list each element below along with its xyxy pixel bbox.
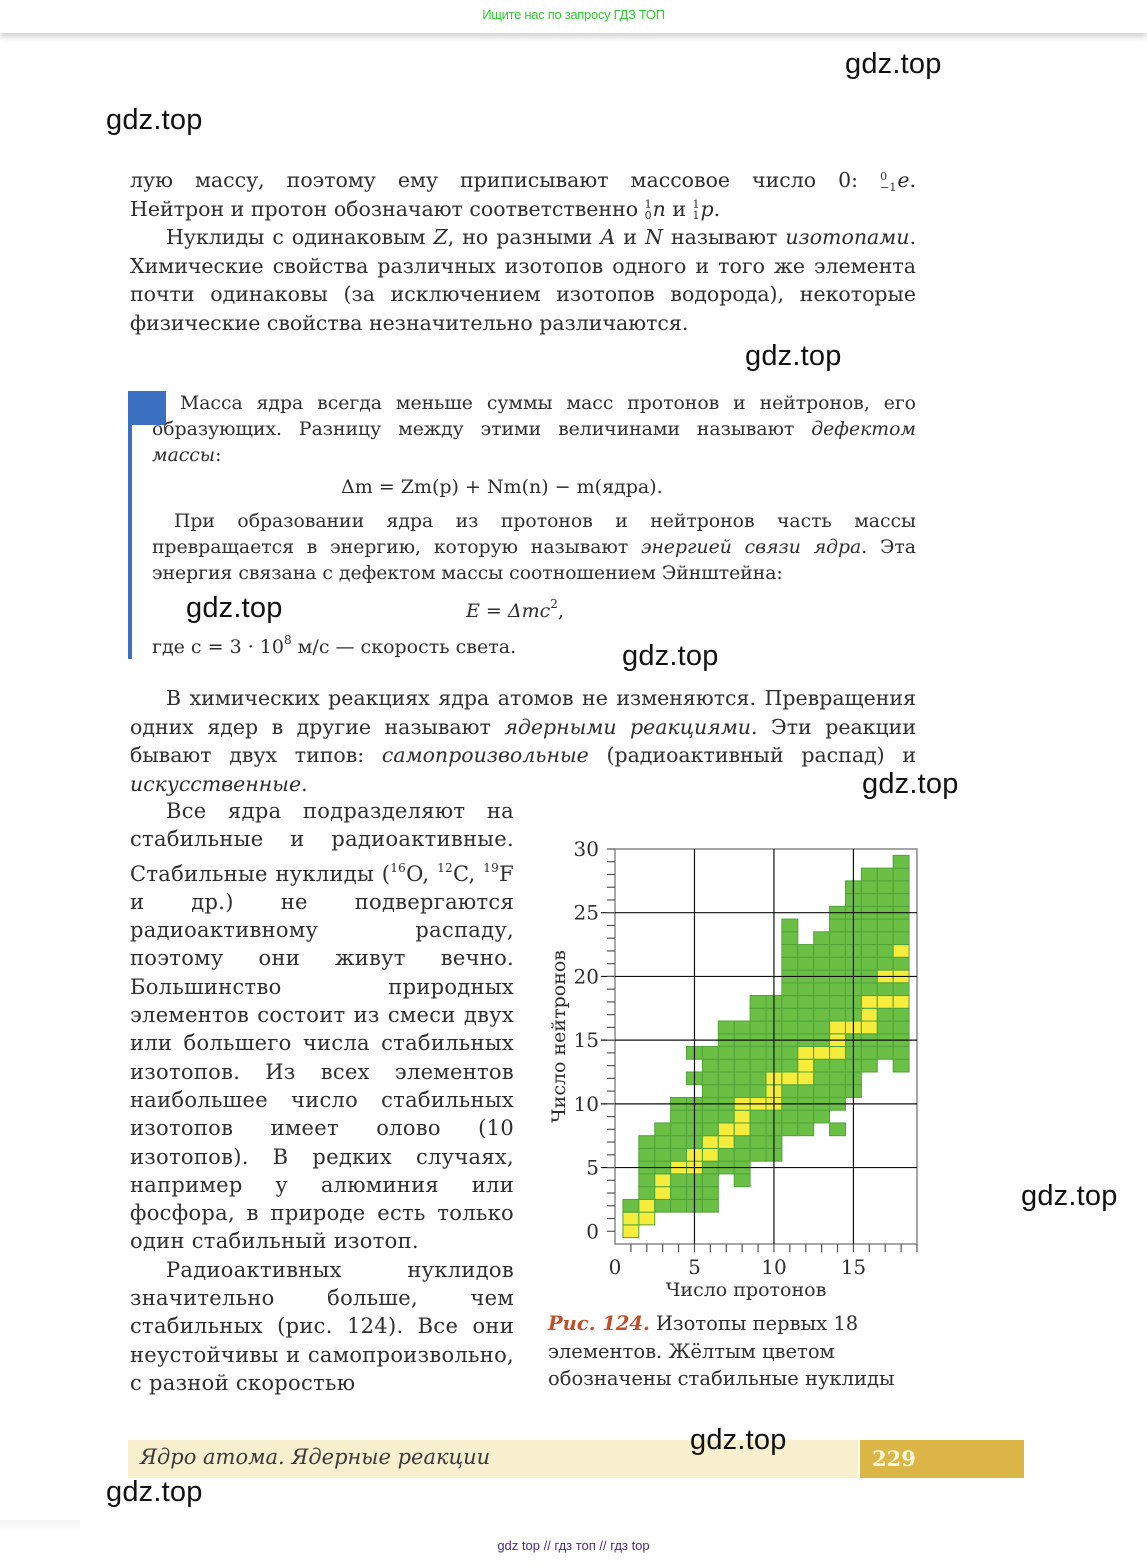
radioactive-nuclide-cell (782, 1123, 798, 1136)
y-tick-label: 5 (586, 1155, 599, 1180)
term-spontaneous: самопроизвольные (381, 743, 589, 768)
radioactive-nuclide-cell (798, 945, 814, 958)
stable-nuclide-cell (782, 1072, 798, 1085)
radioactive-nuclide-cell (861, 1059, 877, 1072)
radioactive-nuclide-cell (893, 1021, 909, 1034)
radioactive-nuclide-cell (782, 919, 798, 932)
radioactive-nuclide-cell (718, 1072, 734, 1085)
einstein-formula: E = Δmc$^2$, (466, 597, 564, 622)
radioactive-nuclide-cell (893, 894, 909, 907)
radioactive-nuclide-cell (814, 1059, 830, 1072)
page-number: 229 (872, 1446, 916, 1471)
binding-energy-paragraph: При образовании ядра из протонов и нейтронов часть массы превращается в энергию, которую называют энергией связи ядра. Эта энергия связана с дефектом массы соотношением Эйнштейна: (152, 511, 916, 584)
watermark: gdz.top (862, 768, 959, 800)
radioactive-nuclide-cell (782, 932, 798, 945)
radioactive-nuclide-cell (798, 1021, 814, 1034)
isotope-chart (545, 835, 925, 1305)
stable-nuclides-paragraph: Все ядра подразделяют на стабильные и радиоактивные. Стабильные нуклиды ($^{16}$O, $^{12}$C, $^{19}$F и др.) не подвергаются радиоактивному распаду, поэтому они живут вечно. Большинство природных элементов состоит из смеси двух или большего числа стабильных изотопов. Из всех элементов наибольшее число стабильных изотопов имеет олово (10 изотопов). В редких случаях, например у алюминия или фосфора, в природе есть только один стабильный изотоп. (130, 799, 514, 1254)
y-tick-label: 10 (573, 1091, 599, 1116)
term-nuclear-reactions: ядерными реакциями (504, 714, 752, 739)
radioactive-nuclide-cell (861, 932, 877, 945)
intro-text: лую массу, поэтому ему приписывают массовое число 0: 0 −1 e. Нейтрон и протон обозначают соответственно 1 0 n и 1 1 p. Нуклиды с одинаковым Z, но разными A и N называют изотопами. Химические свойства различных изотопов одного и того же элемента почти одинаковы (за исключением изотопов водорода), некоторые физические свойства незначительно различаются. (130, 166, 916, 338)
watermark: gdz.top (690, 1424, 787, 1456)
stable-nuclide-cell (655, 1187, 671, 1200)
radioactive-nuclide-cell (750, 1085, 766, 1098)
radioactive-nuclide-cell (893, 957, 909, 970)
radioactive-nuclide-cell (750, 1136, 766, 1149)
radioactive-nuclide-cell (750, 1008, 766, 1021)
stable-nuclide-cell (861, 1008, 877, 1021)
radioactive-nuclide-cell (734, 1136, 750, 1149)
radioactive-nuclide-cell (877, 945, 893, 958)
radioactive-nuclide-cell (893, 919, 909, 932)
top-promo-bar (0, 0, 1147, 33)
watermark: gdz.top (1021, 1180, 1118, 1212)
radioactive-nuclide-cell (877, 919, 893, 932)
radioactive-nuclide-cell (877, 1021, 893, 1034)
x-tick-label: 0 (608, 1255, 622, 1279)
radioactive-nuclide-cell (702, 1174, 718, 1187)
stability-column (130, 797, 514, 1397)
radioactive-nuclide-cell (734, 1021, 750, 1034)
radioactive-nuclide-cell (861, 881, 877, 894)
stable-nuclide-cell (877, 996, 893, 1009)
radioactive-nuclide-cell (782, 945, 798, 958)
radioactive-nuclide-cell (750, 1047, 766, 1060)
radioactive-nuclide-cell (830, 1123, 846, 1136)
radioactive-nuclide-cell (702, 1072, 718, 1085)
mass-defect-formula: Δm = Zm(p) + Nm(n) − m(ядра). (341, 476, 663, 498)
reactions-paragraph: В химических реакциях ядра атомов не изменяются. Превращения одних ядер в другие называют ядерными реакциями. Эти реакции бывают двух типов: самопроизвольные (радиоактивный распад) и искусственные. (130, 686, 916, 796)
neutron-notation: 1 0 (644, 198, 652, 223)
y-tick-label: 20 (573, 964, 599, 989)
radioactive-nuclide-cell (877, 957, 893, 970)
radioactive-nuclide-cell (750, 1059, 766, 1072)
stable-nuclide-cell (702, 1148, 718, 1161)
stable-nuclide-cell (830, 1021, 846, 1034)
radioactive-nuclide-cell (830, 996, 846, 1009)
radioactive-nuclide-cell (798, 996, 814, 1009)
radioactive-nuclide-cell (718, 1047, 734, 1060)
x-axis-label: Число протонов (665, 1279, 827, 1301)
radioactive-nuclide-cell (893, 868, 909, 881)
radioactive-nuclide-cell (877, 932, 893, 945)
radioactive-nuclide-cell (702, 1123, 718, 1136)
y-tick-label: 25 (573, 900, 599, 925)
radioactive-nuclide-cell (702, 1047, 718, 1060)
y-tick-label: 15 (573, 1028, 599, 1053)
stable-nuclide-cell (861, 996, 877, 1009)
stable-nuclide-cell (798, 1047, 814, 1060)
watermark: gdz.top (106, 1476, 203, 1508)
radioactive-nuclide-cell (861, 1047, 877, 1060)
radioactive-nuclide-cell (734, 1148, 750, 1161)
radioactive-nuclide-cell (798, 1008, 814, 1021)
radioactive-nuclide-cell (734, 1085, 750, 1098)
radioactive-nuclide-cell (750, 1123, 766, 1136)
y-tick-label: 0 (586, 1219, 599, 1244)
stable-nuclide-cell (718, 1123, 734, 1136)
radioactive-nuclide-cell (830, 1008, 846, 1021)
radioactive-nuclide-cell (782, 1008, 798, 1021)
watermark: gdz.top (186, 592, 283, 624)
radioactive-nuclide-cell (671, 1199, 687, 1212)
radioactive-nuclide-cell (718, 1059, 734, 1072)
radioactive-nuclide-cell (750, 1072, 766, 1085)
proton-notation: 1 1 (692, 198, 700, 223)
radioactive-nuclide-cell (893, 1047, 909, 1060)
radioactive-nuclide-cell (861, 894, 877, 907)
radioactive-nuclide-cell (734, 1174, 750, 1187)
radioactive-nuclide-cell (734, 1072, 750, 1085)
radioactive-nuclide-cell (877, 868, 893, 881)
radioactive-nuclide-cell (782, 1021, 798, 1034)
radioactive-nuclide-cell (639, 1187, 655, 1200)
radioactive-nuclide-cell (623, 1199, 639, 1212)
radioactive-nuclide-cell (830, 983, 846, 996)
radioactive-nuclide-cell (750, 996, 766, 1009)
radioactive-nuclide-cell (671, 1148, 687, 1161)
radioactive-nuclide-cell (750, 1021, 766, 1034)
radioactive-nuclide-cell (655, 1148, 671, 1161)
x-tick-label: 10 (761, 1255, 787, 1279)
radioactive-nuclide-cell (893, 983, 909, 996)
radioactive-nuclide-cell (782, 957, 798, 970)
radioactive-nuclide-cell (893, 881, 909, 894)
x-tick-label: 15 (840, 1255, 867, 1279)
radioactive-nuclide-cell (671, 1123, 687, 1136)
text-run: лую массу, поэтому ему приписывают массовое число 0: (130, 168, 881, 192)
y-axis-label: Число нейтронов (548, 949, 570, 1124)
figure-caption: Рис. 124. Изотопы первых 18 элементов. Жёлтым цветом обозначены стабильные нуклиды (548, 1312, 895, 1390)
radioactive-nuclide-cell (830, 919, 846, 932)
radioactive-nuclide-cell (814, 932, 830, 945)
page-number-band (860, 1440, 1024, 1478)
radioactive-nuclide-cell (782, 1059, 798, 1072)
radioactive-nuclide-cell (655, 1123, 671, 1136)
stable-nuclide-cell (639, 1199, 655, 1212)
radioactive-nuclide-cell (782, 1047, 798, 1060)
radioactive-nuclide-cell (655, 1136, 671, 1149)
radioactive-nuclide-cell (814, 1008, 830, 1021)
x-tick-label: 5 (688, 1255, 701, 1279)
figure-number: Рис. 124. (548, 1312, 650, 1335)
electron-symbol: e (897, 168, 910, 192)
radioactive-nuclide-cell (798, 983, 814, 996)
radioactive-nuclide-cell (734, 1059, 750, 1072)
radioactive-nuclide-cell (750, 1148, 766, 1161)
radioactive-nuclide-cell (782, 996, 798, 1009)
radioactive-nuclide-cell (814, 1072, 830, 1085)
radioactive-nuclide-cell (814, 983, 830, 996)
radioactive-nuclide-cell (877, 1008, 893, 1021)
radioactive-nuclide-cell (639, 1136, 655, 1149)
radioactive-nuclide-cell (861, 983, 877, 996)
stable-nuclide-cell (639, 1212, 655, 1225)
watermark: gdz.top (845, 48, 942, 80)
stable-nuclide-cell (893, 996, 909, 1009)
radioactive-nuclide-cell (782, 983, 798, 996)
radioactive-nuclide-cell (671, 1110, 687, 1123)
radioactive-nuclide-cell (830, 957, 846, 970)
y-tick-label: 30 (573, 837, 599, 861)
radioactive-nuclide-cell (893, 1008, 909, 1021)
watermark: gdz.top (745, 340, 842, 372)
watermark: gdz.top (622, 640, 719, 672)
radioactive-nuclide-cell (782, 1085, 798, 1098)
radioactive-nuclide-cell (798, 957, 814, 970)
stable-nuclide-cell (655, 1174, 671, 1187)
radioactive-nuclide-cell (830, 945, 846, 958)
radioactive-nuclide-cell (702, 1187, 718, 1200)
term-artificial: искусственные (130, 771, 302, 796)
speed-of-light-note: где $c = 3 \cdot 10^8$ м/с — скорость света. (152, 633, 517, 658)
radioactive-nuclide-cell (655, 1199, 671, 1212)
watermark: gdz.top (106, 104, 203, 136)
stable-nuclide-cell (893, 945, 909, 958)
radioactive-nuclide-cell (702, 1110, 718, 1123)
radioactive-nuclide-cell (861, 919, 877, 932)
stable-nuclide-cell (702, 1136, 718, 1149)
mass-defect-paragraph: Масса ядра всегда меньше суммы масс протонов и нейтронов, его образующих. Разницу между этими величинами называют дефектом массы: (152, 393, 916, 466)
stable-nuclide-cell (830, 1047, 846, 1060)
radioactive-nuclide-cell (893, 1059, 909, 1072)
radioactive-nuclide-cell (814, 945, 830, 958)
stable-nuclide-cell (798, 1059, 814, 1072)
radioactive-nuclide-cell (702, 1059, 718, 1072)
radioactive-nuclide-cell (814, 1110, 830, 1123)
isotopes-paragraph: Нуклиды с одинаковым Z, но разными A и N называют изотопами. Химические свойства различных изотопов одного и того же элемента почти одинаковы (за исключением изотопов водорода), некоторые физические свойства незначительно различаются. (130, 225, 916, 335)
radioactive-nuclide-cell (877, 1047, 893, 1060)
radioactive-nuclide-cell (877, 881, 893, 894)
radioactive-nuclide-cell (830, 1059, 846, 1072)
radioactive-nuclide-cell (814, 1085, 830, 1098)
stable-nuclide-cell (623, 1212, 639, 1225)
radioactive-nuclide-cell (877, 894, 893, 907)
radioactive-nuclide-cell (798, 1110, 814, 1123)
radioactive-nuclide-cell (861, 957, 877, 970)
radioactive-nuclide-cell (671, 1174, 687, 1187)
decor-fade (0, 1520, 80, 1532)
text-run: Нейтрон и протон обозначают соответственно (130, 196, 645, 221)
radioactive-nuclide-cell (718, 1085, 734, 1098)
radioactive-nuclide-cell (830, 1085, 846, 1098)
radioactive-nuclide-cell (734, 1047, 750, 1060)
radioactive-nuclide-cell (877, 983, 893, 996)
radioactive-nuclide-cell (861, 868, 877, 881)
stable-nuclide-cell (718, 1136, 734, 1149)
term-isotopes: изотопами (785, 225, 910, 250)
radioactive-nuclide-cell (814, 957, 830, 970)
radioactive-nuclide-cell (702, 1085, 718, 1098)
radioactive-nuclide-cell (782, 1110, 798, 1123)
bottom-links[interactable]: gdz top // гдз топ // гдз top (497, 1538, 650, 1553)
radioactive-nuclide-cell (671, 1136, 687, 1149)
term-mass-defect: дефектом массы (152, 419, 916, 466)
radioactive-nuclide-cell (830, 932, 846, 945)
radioactive-nuclide-cell (798, 1123, 814, 1136)
radioactive-nuclide-cell (718, 1148, 734, 1161)
stable-nuclide-cell (798, 1072, 814, 1085)
term-binding-energy: энергией связи ядра (641, 537, 862, 558)
electron-notation: 0 −1 (880, 169, 897, 194)
radioactive-nuclide-cell (861, 945, 877, 958)
radioactive-nuclide-cell (814, 996, 830, 1009)
radioactive-nuclide-cell (718, 1021, 734, 1034)
stable-nuclide-cell (734, 1110, 750, 1123)
radioactive-nuclide-cell (814, 1021, 830, 1034)
radioactive-nuclide-cell (750, 1110, 766, 1123)
radioactive-nuclide-cell (639, 1174, 655, 1187)
chapter-title: Ядро атома. Ядерные реакции (140, 1445, 491, 1469)
stable-nuclide-cell (861, 1021, 877, 1034)
radioactive-nuclide-cell (830, 1072, 846, 1085)
radioactive-nuclide-cell (718, 1110, 734, 1123)
promo-text[interactable]: Ищите нас по запросу ГДЗ ТОП (482, 7, 665, 22)
radioactive-nuclide-cell (893, 855, 909, 868)
radioactive-nuclide-cell (639, 1148, 655, 1161)
stable-nuclide-cell (623, 1225, 639, 1238)
radioactive-nuclide-cell (893, 932, 909, 945)
radioactive-nuclide-cell (671, 1187, 687, 1200)
radioactive-nuclides-paragraph: Радиоактивных нуклидов значительно больше, чем стабильных (рис. 124). Все они неустойчивы и самопроизвольно, с разной скоростью (130, 1257, 514, 1395)
stable-nuclide-cell (814, 1047, 830, 1060)
stable-nuclide-cell (734, 1123, 750, 1136)
radioactive-nuclide-cell (798, 1085, 814, 1098)
radioactive-nuclide-cell (702, 1199, 718, 1212)
